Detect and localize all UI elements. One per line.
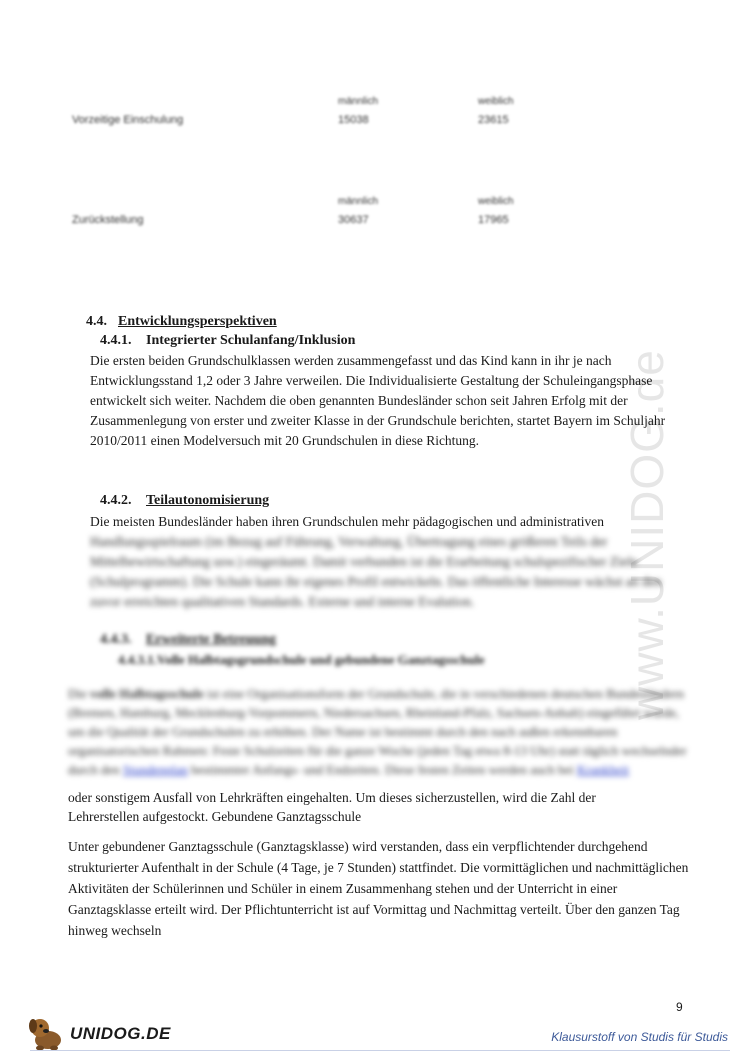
subsection-number: 4.4.1. [100, 333, 132, 348]
paragraph-visible-line: Die meisten Bundesländer haben ihren Grundschulen mehr pädagogischen und administrativen [90, 514, 604, 529]
subsubsection-heading: 4.4.3.1.Volle Halbtagsgrundschule und gebundene Ganztagsschule [118, 652, 485, 667]
paragraph: Unter gebundener Ganztagsschule (Ganztagsklasse) wird verstanden, dass ein verpflichtender durchgehend strukturierter Aufenthalt in der Schule (4 Tage, je 7 Stunden) stattfindet. Die vormittäglichen und nachmittäglichen Aktivitäten der Schülerinnen und Schüler in einem Zusammenhang stehen und der Unterricht in einer Ganztagsklasse erteilt wird. Der Pflichtunterricht ist auf Vormittag und Nachmittag verteilt. Über den ganzen Tag hinweg wechseln [68, 839, 689, 938]
footer-divider [30, 1050, 730, 1051]
row-label: Vorzeitige Einschulung [72, 114, 184, 126]
subsection-heading [100, 333, 355, 349]
logo [20, 1010, 170, 1054]
paragraph-visible-line: oder sonstigem Ausfall von Lehrkräften eingehalten. Um dieses sicherzustellen, wird die Zahl der [68, 790, 596, 805]
text: Die [68, 686, 87, 701]
footer-text: Klausurstoff von Studis für Studis [551, 1030, 728, 1044]
page-number: 9 [676, 1000, 683, 1014]
section-number: 4.4. [86, 314, 107, 329]
text: bestimmter Anfangs- und Endzeiten. Diese festen Zeiten werden auch bei [191, 762, 574, 777]
subsection-title: Erweiterte Betreuung [146, 632, 276, 647]
subsection-heading [100, 493, 269, 509]
column-header: männlich [338, 196, 379, 207]
column-header: weiblich [478, 96, 514, 107]
paragraph: Die ersten beiden Grundschulklassen werden zusammengefasst und das Kind kann in ihr je nach Entwicklungsstand 1,2 oder 3 Jahre verweilen. Die Individualisierte Gestaltung der Schuleingangsphase entwickelt sich weiter. Nachdem die oben genannten Bundesländer schon seit Jahren Erfolg mit der Zusammenlegung von erster und zweiter Klasse in der Grundschule berichten, startet Bayern im Schuljahr 2010/2011 einen Modelversuch mit 20 Grundschulen in diese Richtung. [90, 353, 666, 448]
paragraph-blurred: Handlungsspielraum (im Bezug auf Führung, Verwaltung, Übertragung eines größeren Teils der Mittelbewirtschaftung usw.) eingeräumt. Damit verbunden ist die Erarbeitung schulspezifischer Ziele (Schulprogramm). Die Schule kann ihr eigenes Profil entwickeln. Das öffentliche Interesse wächst an den zuvor erreichten qualitativen Standards. Externe und interne Evalution. [90, 534, 662, 609]
section-heading [86, 314, 277, 330]
logo-text: UNIDOG.DE [70, 1024, 171, 1043]
bold-term: volle Halbtagsschule [90, 686, 204, 701]
paragraph-visible-line: Lehrerstellen aufgestockt. Gebundene Ganztagsschule [68, 809, 362, 824]
column-header: weiblich [478, 196, 514, 207]
link-stundenplan[interactable]: Stundenplan [122, 762, 188, 777]
subsection-number: 4.4.2. [100, 493, 132, 508]
column-header: männlich [338, 96, 379, 107]
row-label: Zurückstellung [72, 214, 144, 226]
cell-value: 15038 [338, 114, 369, 126]
section-title: Entwicklungsperspektiven [118, 314, 277, 329]
dog-icon [26, 1014, 66, 1052]
table-row [72, 190, 592, 290]
subsection-number: 4.4.3. [100, 632, 132, 647]
subsection-title: Integrierter Schulanfang/Inklusion [146, 333, 356, 348]
watermark: www.UNIDOG.de [621, 349, 673, 720]
link-krankheit[interactable]: Krankheit [577, 762, 630, 777]
cell-value: 23615 [478, 114, 509, 126]
table-row [72, 90, 592, 190]
subsection-heading [100, 632, 276, 648]
subsection-title: Teilautonomisierung [146, 493, 270, 508]
statistics-table [72, 90, 592, 290]
cell-value: 17965 [478, 214, 509, 226]
cell-value: 30637 [338, 214, 369, 226]
paragraph-blurred [68, 684, 688, 779]
text: ist eine Organisationsform der Grundschule, die in verschiedenen deutschen Bundesländern (Bremen, Hamburg, Mecklenburg-Vorpommern, Niedersachsen, Rheinland-Pfalz, Sachsen-Anhalt) eingeführt wurde, um die Qualität der Grundschulen zu erhöhen. Der Name ist bestimmt durch den nach außen erkennbaren organisatorischen Rahmen: Feste Schulzeiten für die ganze Woche (jeden Tag etwa 8-13 Uhr) statt täglich wechselnder durch den [68, 686, 687, 777]
